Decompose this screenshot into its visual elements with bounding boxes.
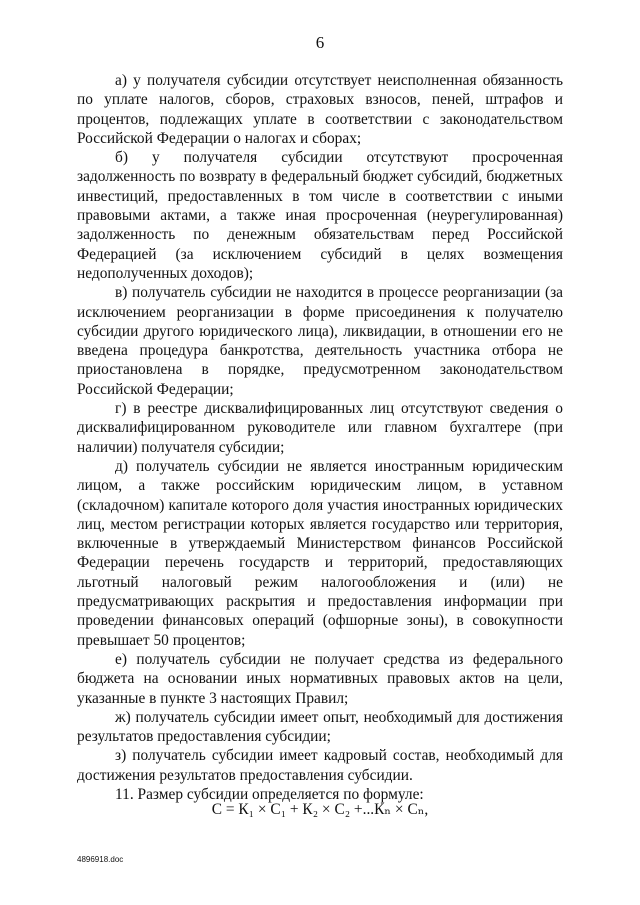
subsidy-formula: С = К₁ × С₁ + К₂ × С₂ +...Кₙ × Сₙ,: [211, 801, 429, 818]
paragraph-v: в) получатель субсидии не находится в процессе реорганизации (за исключением реорганизации в форме присоединения к получателю субсидии другого юридического лица), ликвидации, в отношении его не введена процедура банкротства, деятельность участника отбора не приостановлена в порядке, предусмотренном законодательством Российской Федерации;: [77, 284, 563, 398]
paragraph-a: а) у получателя субсидии отсутствует неисполненная обязанность по уплате налогов, сборов, страховых взносов, пеней, штрафов и процентов, подлежащих уплате в соответствии с законодательством Российской Федерации о налогах и сборах;: [77, 72, 563, 147]
document-body: [77, 71, 563, 804]
page-number: 6: [315, 33, 325, 52]
paragraph-d: д) получатель субсидии не является иностранным юридическим лицом, а также российским юридическим лицом, в уставном (складочном) капитале которого доля участия иностранных юридических лиц, местом регистрации которых является государство или территория, включенные в утверждаемый Министерством финансов Российской Федерации перечень государств и территорий, предоставляющих льготный налоговый режим налогообложения и (или) не предусматривающих раскрытия и предоставления информации при проведении финансовых операций (офшорные зоны), в совокупности превышает 50 процентов;: [77, 457, 563, 649]
paragraph-e: е) получатель субсидии не получает средства из федерального бюджета на основании иных нормативных правовых актов на цели, указанные в пункте 3 настоящих Правил;: [77, 650, 563, 707]
paragraph-zh: ж) получатель субсидии имеет опыт, необходимый для достижения результатов предоставления субсидии;: [77, 708, 563, 746]
paragraph-11: 11. Размер субсидии определяется по формуле:: [115, 785, 424, 803]
paragraph-g: г) в реестре дисквалифицированных лиц отсутствуют сведения о дисквалифицированном руководителе или главном бухгалтере (при наличии) получателя субсидии;: [77, 400, 563, 456]
document-file-name: 4896918.doc: [77, 855, 124, 864]
paragraph-b: б) у получателя субсидии отсутствуют просроченная задолженность по возврату в федеральный бюджет субсидий, бюджетных инвестиций, предоставленных в том числе в соответствии с иными правовыми актами, а также иная просроченная (неурегулированная) задолженность по денежным обязательствам перед Российской Федерацией (за исключением субсидий в целях возмещения недополученных доходов);: [77, 149, 563, 282]
paragraph-z: з) получатель субсидии имеет кадровый состав, необходимый для достижения результатов предоставления субсидии.: [77, 747, 563, 784]
